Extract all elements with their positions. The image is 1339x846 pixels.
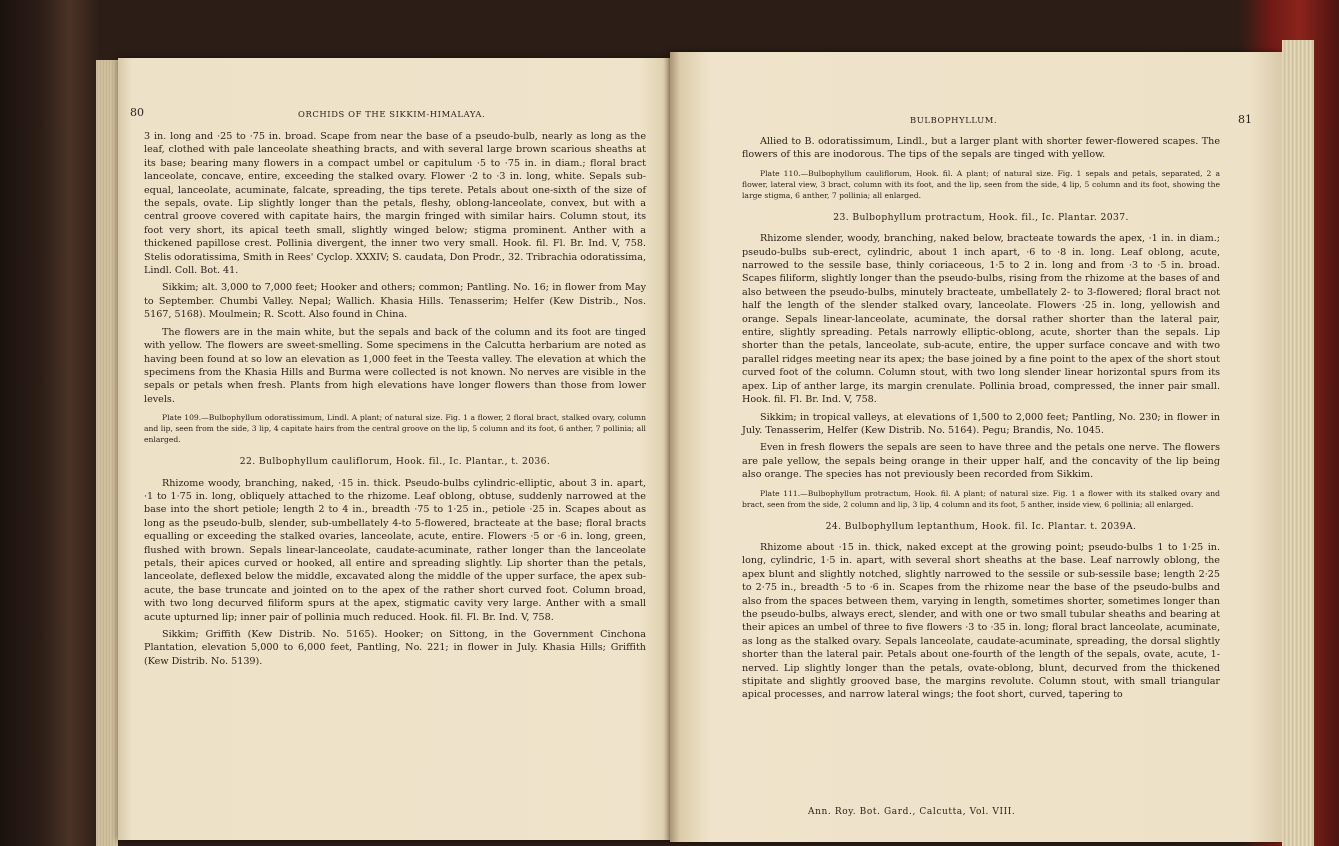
left-paragraph: Rhizome woody, branching, naked, ·15 in. thick. Pseudo-bulbs cylindric-elliptic, about 3 in. apart, ·1 to 1·75 in. long, obliquely attached to the rhizome. Leaf oblong, obtuse, suddenly narrowed at the base into the short petiole; length 2 to 4 in., breadth ·75 to 1·25 in., petiole ·25 in. Scapes about as long as the pseudo-bulb, slender, sub-umbellately 4-to 5-flowered, bracteate at the base; floral bracts equalling or exceeding the stalked ovaries, lanceolate, acute, entire. Flowers ·5 or ·6 in. long, green, flushed with brown. Sepals linear-lanceolate, caudate-acuminate, rather longer than the lanceolate petals, their apices curved or hooked, all entire and spreading slightly. Lip shorter than the petals, lanceolate, deflexed below the middle, excavated along the middle of the upper surface, the apex sub-acute, the base truncate and jointed on to the apex of the rather short curved foot. Column broad, with two long decurved filiform spurs at the apex, stigmatic cavity very large. Anther with a small acute upturned lip; inner pair of pollinia much reduced. Hook. fil. Fl. Br. Ind. V, 758. [144, 477, 646, 623]
left-running-head: ORCHIDS OF THE SIKKIM-HIMALAYA. [298, 109, 486, 119]
left-page [118, 58, 670, 840]
left-page-content [144, 130, 646, 672]
page-footer: Ann. Roy. Bot. Gard., Calcutta, Vol. VIII. [808, 807, 1016, 817]
right-paragraph: Rhizome slender, woody, branching, naked below, bracteate towards the apex, ·1 in. in diam.; pseudo-bulbs sub-erect, cylindric, about 1 inch apart, ·6 to ·8 in. long. Leaf oblong, acute, narrowed to the sessile base, thinly coriaceous, 1·5 to 2 in. long and from ·3 to ·5 in. broad. Scapes filiform, slightly longer than the pseudo-bulbs, rising from the rhizome at the bases of and also between the pseudo-bulbs, minutely bracteate, umbellately 2- to 3-flowered; floral bract not half the length of the slender stalked ovary, lanceolate. Flowers ·25 in. long, yellowish and orange. Sepals linear-lanceolate, acuminate, the dorsal rather shorter than the lateral pair, entire, slightly spreading. Petals narrowly elliptic-oblong, acute, shorter than the sepals. Lip shorter than the petals, lanceolate, sub-acute, entire, the upper surface concave and with two parallel ridges meeting near its apex; the base joined by a fine point to the apex of the short stout curved foot of the column. Column stout, with two long slender linear horizontal spurs from its apex. Lip of anther large, its margin crenulate. Pollinia broad, compressed, the inner pair small. Hook. fil. Fl. Br. Ind. V, 758. [742, 233, 1220, 406]
right-paragraph: Rhizome about ·15 in. thick, naked except at the growing point; pseudo-bulbs 1 to 1·25 in. long, cylindric, 1·5 in. apart, with several short sheaths at the base. Leaf narrowly oblong, the apex blunt and slightly notched, slightly narrowed to the sessile or sub-sessile base; length 2·25 to 2·75 in., breadth ·5 to ·6 in. Scapes from the rhizome near the base of the pseudo-bulbs and also from the spaces between them, varying in length, sometimes shorter, sometimes longer than the pseudo-bulbs, always erect, slender, and with one or two small tubular sheaths and bearing at their apices an umbel of three to five flowers ·3 to ·35 in. long; floral bract lanceolate, acuminate, as long as the stalked ovary. Sepals lanceolate, caudate-acuminate, spreading, the dorsal slightly shorter than the lateral pair. Petals about one-fourth of the length of the sepals, ovate, acute, 1-nerved. Lip slightly longer than the petals, ovate-oblong, blunt, decurved from the thickened stipitate and slightly grooved base, the margins revolute. Column stout, with small triangular apical processes, and narrow lateral wings; the foot short, curved, tapering to [742, 541, 1220, 701]
right-paragraph: Allied to B. odoratissimum, Lindl., but a larger plant with shorter fewer-flowered scapes. The flowers of this are inodorous. The tips of the sepals are tinged with yellow. [742, 136, 1220, 161]
plate-caption: Plate 110.—Bulbophyllum cauliflorum, Hook. fil. A plant; of natural size. Fig. 1 sepals and petals, separated, 2 a flower, lateral view, 3 bract, column with its foot, and the lip, seen from the side, 4 lip, 5 column and its foot, showing the large stigma, 6 anther, 7 pollinia; all enlarged. [742, 168, 1220, 200]
section-heading: 22. Bulbophyllum cauliflorum, Hook. fil., Ic. Plantar., t. 2036. [239, 456, 551, 468]
right-page [670, 52, 1282, 842]
right-page-content [742, 135, 1220, 706]
left-paragraph: The flowers are in the main white, but the sepals and back of the column and its foot are tinged with yellow. The flowers are sweet-smelling. Some specimens in the Calcutta herbarium are noted as having been found at so low an elevation as 1,000 feet in the Teesta valley. The elevation at which the specimens from the Khasia Hills and Burma were collected is not known. No nerves are visible in the sepals or petals when fresh. Plants from high elevations have longer flowers than those from lower levels. [144, 326, 646, 405]
section-heading: 23. Bulbophyllum protractum, Hook. fil., Ic. Plantar. 2037. [833, 211, 1129, 223]
left-page-edges [96, 60, 118, 846]
left-page-number: 80 [130, 106, 144, 119]
section-heading: 24. Bulbophyllum leptanthum, Hook. fil. Ic. Plantar. t. 2039A. [825, 520, 1137, 532]
right-running-head: BULBOPHYLLUM. [910, 115, 998, 125]
plate-caption: Plate 111.—Bulbophyllum protractum, Hook. fil. A plant; of natural size. Fig. 1 a flower with its stalked ovary and bract, seen from the side, 2 column and lip, 3 lip, 4 column and its foot, 5 anther, inside view, 6 pollinia; all enlarged. [742, 488, 1220, 509]
right-paragraph: Sikkim; in tropical valleys, at elevations of 1,500 to 2,000 feet; Pantling, No. 230; in flower in July. Tenasserim, Helfer (Kew Distrib. No. 5164). Pegu; Brandis, No. 1045. [742, 411, 1220, 436]
right-page-edges [1282, 40, 1314, 846]
left-paragraph: Sikkim; Griffith (Kew Distrib. No. 5165). Hooker; on Sittong, in the Government Cinchona Plantation, elevation 5,000 to 6,000 feet, Pantling, No. 221; in flower in July. Khasia Hills; Griffith (Kew Distrib. No. 5139). [144, 629, 646, 667]
left-paragraph: Sikkim; alt. 3,000 to 7,000 feet; Hooker and others; common; Pantling. No. 16; in flower from May to September. Chumbi Valley. Nepal; Wallich. Khasia Hills. Tenasserim; Helfer (Kew Distrib., Nos. 5167, 5168). Moulmein; R. Scott. Also found in China. [144, 282, 646, 321]
plate-caption: Plate 109.—Bulbophyllum odoratissimum, Lindl. A plant; of natural size. Fig. 1 a flower, 2 floral bract, stalked ovary, column and lip, seen from the side, 3 lip, 4 capitate hairs from the central groove on the lip, 5 column and its foot, 6 anther, 7 pollinia; all enlarged. [144, 413, 646, 445]
right-page-number: 81 [1238, 113, 1252, 126]
right-paragraph: Even in fresh flowers the sepals are seen to have three and the petals one nerve. The flowers are pale yellow, the sepals being orange in their upper half, and the concavity of the lip being also orange. The species has not previously been recorded from Sikkim. [742, 442, 1220, 481]
left-paragraph: 3 in. long and ·25 to ·75 in. broad. Scape from near the base of a pseudo-bulb, nearly as long as the leaf, clothed with pale lanceolate sheathing bracts, and with several large brown scarious sheaths at its base; bearing many flowers in a compact umbel or capitulum ·5 to ·75 in. in diam.; floral bract lanceolate, concave, entire, exceeding the stalked ovary. Flower ·2 to ·3 in. long, white. Sepals sub-equal, lanceolate, acuminate, falcate, spreading, the tips terete. Petals about one-sixth of the size of the sepals, ovate. Lip slightly longer than the petals, fleshy, oblong-lanceolate, convex, but with a central groove covered with capitate hairs, the margin fringed with similar hairs. Column stout, its foot very short, its apical teeth small, slightly winged below; stigma prominent. Anther with a thickened papillose crest. Pollinia divergent, the inner two very small. Hook. fil. Fl. Br. Ind. V, 758. Stelis odoratissima, Smith in Rees' Cyclop. XXXIV; S. caudata, Don Prodr., 32. Tribrachia odoratissima, Lindl. Coll. Bot. 41. [144, 131, 646, 277]
